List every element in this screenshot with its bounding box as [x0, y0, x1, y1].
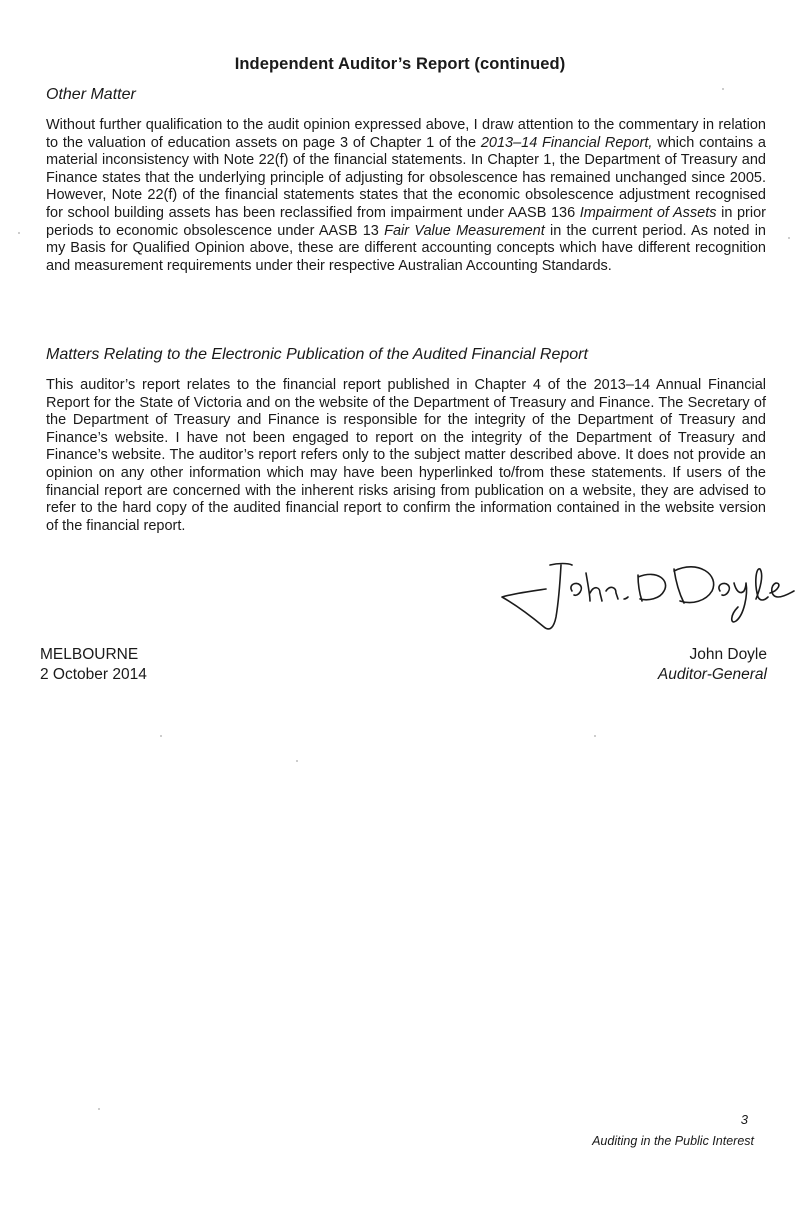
page-title: Independent Auditor’s Report (continued) — [234, 55, 566, 73]
other-matter-italic-2: Impairment of Assets — [579, 204, 717, 221]
electronic-publication-paragraph — [46, 377, 766, 535]
other-matter-italic-3: Fair Value Measurement — [384, 222, 545, 239]
sign-off-date: 2 October 2014 — [40, 666, 147, 683]
page-number: 3 — [740, 1112, 748, 1127]
footer-motto: Auditing in the Public Interest — [592, 1134, 754, 1148]
other-matter-text-2: which contains a material inconsistency with Note 22(f) of the financial statements. In Chapter 1, the Department of Treasury and Finance states that the underlying principle of adjusting for obsolescence has remained unchanged since 2005. However, Note 22(f) of the financial statements states that the economic obsolescence adjustment recognised for school building assets has been reclassified from impairment under AASB 136 — [46, 134, 766, 221]
other-matter-text-3: in prior periods to economic obsolescence under AASB 13 — [46, 204, 766, 239]
other-matter-text-1: Without further qualification to the audit opinion expressed above, I draw attention to the commentary in relation to the valuation of education assets on page 3 of Chapter 1 of the — [46, 117, 766, 151]
signatory-role: Auditor-General — [657, 666, 767, 683]
signature-image — [498, 555, 798, 637]
other-matter-italic-1: 2013–14 Financial Report, — [480, 134, 653, 151]
scan-speck — [98, 1108, 100, 1110]
scan-speck — [788, 237, 790, 239]
signatory-name: John Doyle — [689, 646, 767, 663]
other-matter-paragraph — [46, 117, 766, 275]
electronic-publication-text: This auditor’s report relates to the financial report published in Chapter 4 of the 2013–14 Annual Financial Report for the State of Victoria and on the website of the Department of Treasury and Finance. The Secretary of the Department of Treasury and Finance is responsible for the integrity of the Department of Treasury and Finance’s website. I have not been engaged to report on the integrity of the Department of Treasury and Finance’s website. The auditor’s report refers only to the subject matter described above. It does not provide an opinion on any other information which may have been hyperlinked to/from these statements. If users of the financial report are concerned with the inherent risks arising from publication on a website, they are advised to refer to the hard copy of the audited financial report to confirm the information contained in the website version of the financial report. — [46, 377, 766, 534]
scan-speck — [160, 735, 162, 737]
scan-speck — [594, 735, 596, 737]
scan-speck — [722, 88, 724, 90]
sign-off-place: MELBOURNE — [40, 646, 139, 663]
other-matter-text-4: in the current period. As noted in my Basis for Qualified Opinion above, these are different accounting concepts which have different recognition and measurement requirements under their respective Australian Accounting Standards. — [46, 222, 766, 274]
sign-off-location — [40, 645, 147, 685]
scan-speck — [18, 232, 20, 234]
signatory — [658, 645, 767, 685]
other-matter-heading: Other Matter — [46, 86, 136, 103]
scan-speck — [296, 760, 298, 762]
electronic-publication-heading: Matters Relating to the Electronic Publication of the Audited Financial Report — [46, 346, 588, 363]
